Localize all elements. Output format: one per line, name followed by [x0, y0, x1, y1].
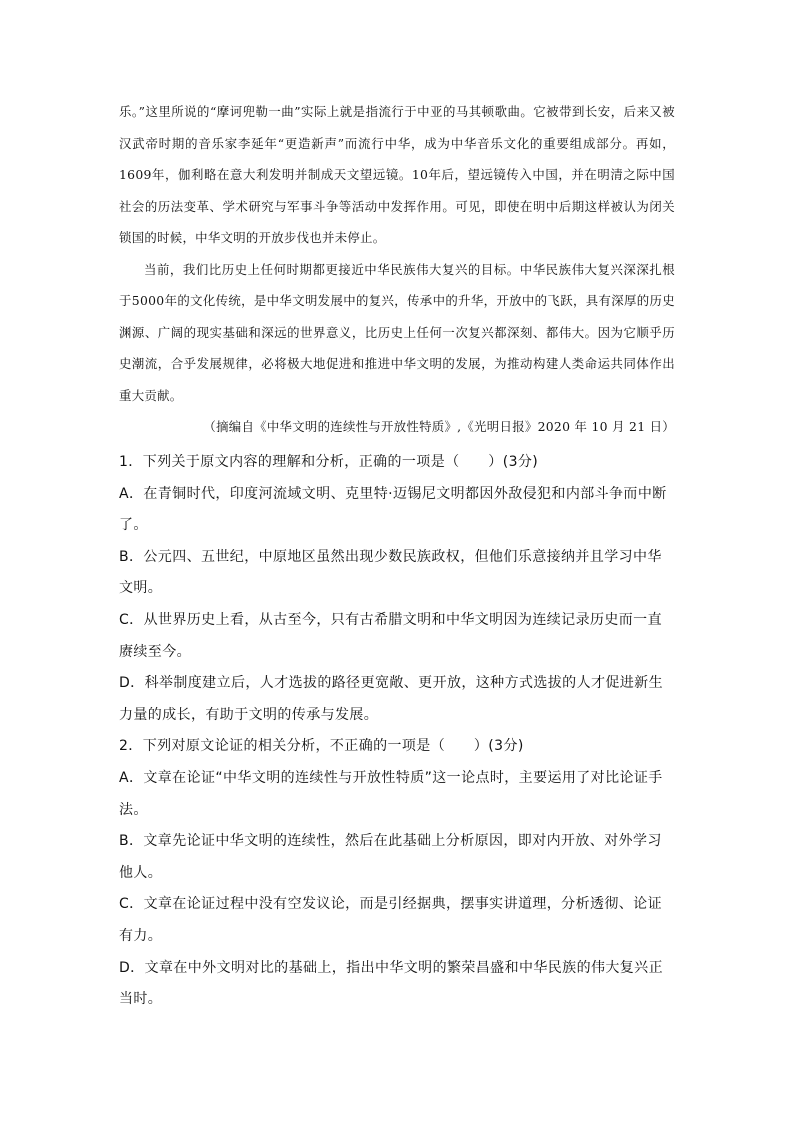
question-2-option-d: D．文章在中外文明对比的基础上，指出中华文明的繁荣昌盛和中华民族的伟大复兴正当时。: [119, 959, 663, 1008]
question-2-option-a: A．文章在论证“中华文明的连续性与开放性特质”这一论点时，主要运用了对比论证手法。: [119, 769, 663, 818]
question-section: [119, 447, 675, 1016]
passage-source-citation: （摘编自《中华文明的连续性与开放性特质》,《光明日报》2020 年 10 月 21 日）: [203, 419, 675, 434]
question-2-option-c: C．文章在论证过程中没有空发议论，而是引经据典，摆事实讲道理，分析透彻、论证有力。: [119, 896, 662, 944]
question-1-option-b: B．公元四、五世纪，中原地区虽然出现少数民族政权，但他们乐意接纳并且学习中华文明。: [119, 548, 662, 597]
question-1-option-d: D．科举制度建立后，人才选拔的路径更宽敞、更开放，这种方式选拔的人才促进新生力量的成长，有助于文明的传承与发展。: [119, 675, 663, 723]
question-1-option-c: C．从世界历史上看，从古至今，只有古希腊文明和中华文明因为连续记录历史而一直赓续至今。: [119, 611, 662, 660]
question-2-option-b: B．文章先论证中华文明的连续性，然后在此基础上分析原因，即对内开放、对外学习他人。: [119, 833, 662, 881]
passage-paragraph-1: 乐。”这里所说的“摩诃兜勒一曲”实际上就是指流行于中亚的马其顿歌曲。它被带到长安，后来又被汉武帝时期的音乐家李延年“更造新声”而流行中华，成为中华音乐文化的重要组成部分。再如，1609年，伽利略在意大利发明并制成天文望远镜。10年后，望远镜传入中国，并在明清之际中国社会的历法变革、学术研究与军事斗争等活动中发挥作用。可见，即使在明中后期这样被认为闭关锁国的时候，中华文明的开放步伐也并未停止。: [119, 104, 675, 245]
question-2-stem: 2．下列对原文论证的相关分析，不正确的一项是（ ）(3分): [119, 738, 524, 755]
question-1: [119, 447, 675, 731]
passage-paragraph-2: 当前，我们比历史上任何时期都更接近中华民族伟大复兴的目标。中华民族伟大复兴深深扎根于5000年的文化传统，是中华文明发展中的复兴，传承中的升华，开放中的飞跃，具有深厚的历史渊源、广阔的现实基础和深远的世界意义，比历史上任何一次复兴都深刻、都伟大。因为它顺乎历史潮流，合乎发展规律，必将极大地促进和推进中华文明的发展，为推动构建人类命运共同体作出重大贡献。: [119, 261, 675, 403]
question-2: [119, 731, 675, 1015]
question-1-stem: 1．下列关于原文内容的理解和分析，正确的一项是（ ）(3分): [119, 454, 539, 470]
question-1-option-a: A．在青铜时代，印度河流域文明、克里特·迈锡尼文明都因外敌侵犯和内部斗争而中断了。: [119, 485, 667, 534]
reading-passage: [119, 96, 675, 443]
